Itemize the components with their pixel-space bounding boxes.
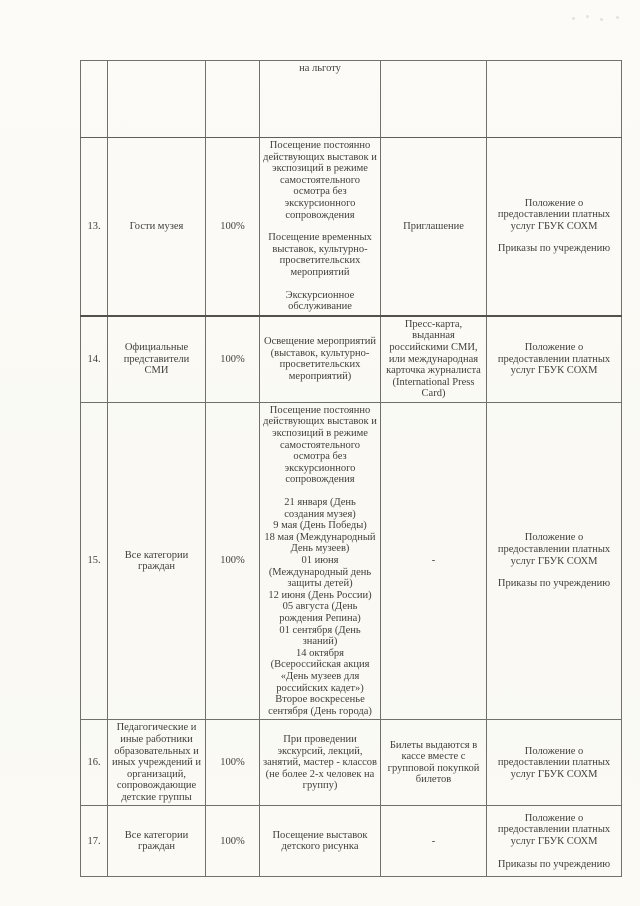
free-day-item: 05 августа (День рождения Репина) bbox=[279, 601, 361, 624]
cell-number: 17. bbox=[81, 806, 108, 877]
cell-basis: - bbox=[381, 402, 487, 719]
table-row-15 bbox=[81, 402, 622, 719]
free-day-item: Второе воскресенье сентября (День города) bbox=[268, 694, 372, 717]
cell-documents: Положение о предоставлении платных услуг ГБУК СОХМ Приказы по учреждению bbox=[487, 138, 622, 316]
cell-conditions bbox=[260, 61, 381, 138]
free-day-item: 01 сентября (День знаний) bbox=[279, 624, 361, 648]
faint-pencil-marks-icon bbox=[570, 14, 624, 22]
cell-discount: 100% bbox=[206, 138, 260, 316]
cell-basis: - bbox=[381, 806, 487, 877]
table-row-13 bbox=[81, 138, 622, 316]
cell-number: 16. bbox=[81, 720, 108, 806]
cell-documents: Положение о предоставлении платных услуг ГБУК СОХМ bbox=[487, 316, 622, 403]
free-day-item: 9 мая (День Победы) bbox=[273, 520, 367, 532]
cell-discount: 100% bbox=[206, 402, 260, 719]
cell-basis bbox=[381, 61, 487, 138]
cell-category: Все категории граждан bbox=[108, 806, 206, 877]
cell-number: 15. bbox=[81, 402, 108, 719]
table-row-14 bbox=[81, 316, 622, 403]
cell-category: Официальные представители СМИ bbox=[108, 316, 206, 403]
cell-category bbox=[108, 61, 206, 138]
free-day-item: 14 октября (Всероссийская акция «День музеев для российских кадет») bbox=[270, 647, 370, 694]
cell-number bbox=[81, 61, 108, 138]
benefits-table bbox=[80, 60, 622, 877]
cell-basis: Билеты выдаются в кассе вместе с групповой покупкой билетов bbox=[381, 720, 487, 806]
cell-documents: Положение о предоставлении платных услуг ГБУК СОХМ Приказы по учреждению bbox=[487, 806, 622, 877]
cell-category: Педагогические и иные работники образовательных и иных учреждений и организаций, сопровождающие детские группы bbox=[108, 720, 206, 806]
cell-documents bbox=[487, 61, 622, 138]
carryover-text: на льготу bbox=[299, 63, 341, 74]
cell-conditions: При проведении экскурсий, лекций, занятий, мастер - классов (не более 2-х человек на группу) bbox=[260, 720, 381, 806]
cell-basis: Пресс-карта, выданная российскими СМИ, или международная карточка журналиста (International Press Card) bbox=[381, 316, 487, 403]
cell-basis: Приглашение bbox=[381, 138, 487, 316]
free-day-item: 18 мая (Международный День музеев) bbox=[264, 531, 376, 555]
cell-documents: Положение о предоставлении платных услуг ГБУК СОХМ bbox=[487, 720, 622, 806]
table-row-16 bbox=[81, 720, 622, 806]
table-row-carryover bbox=[81, 61, 622, 138]
cell-conditions: Освещение мероприятий (выставок, культурно-просветительских мероприятий) bbox=[260, 316, 381, 403]
cell-conditions: Посещение постоянно действующих выставок и экспозиций в режиме самостоятельного осмотра без экскурсионного сопровождения Посещение временных выставок, культурно-просветительских мероприятий Экскурсионное обслуживание bbox=[260, 138, 381, 316]
cell-category: Все категории граждан bbox=[108, 402, 206, 719]
cell-number: 13. bbox=[81, 138, 108, 316]
free-day-item: 12 июня (День России) bbox=[268, 589, 372, 601]
cell-documents: Положение о предоставлении платных услуг ГБУК СОХМ Приказы по учреждению bbox=[487, 402, 622, 719]
cell-discount: 100% bbox=[206, 316, 260, 403]
cell-category: Гости музея bbox=[108, 138, 206, 316]
cell-discount: 100% bbox=[206, 806, 260, 877]
cell-conditions: Посещение выставок детского рисунка bbox=[260, 806, 381, 877]
table-row-17 bbox=[81, 806, 622, 877]
free-day-item: 21 января (День создания музея) bbox=[284, 497, 356, 520]
cell-number: 14. bbox=[81, 316, 108, 403]
cell-discount: 100% bbox=[206, 720, 260, 806]
cell-discount bbox=[206, 61, 260, 138]
cell-conditions: Посещение постоянно действующих выставок и экспозиций в режиме самостоятельного осмотра без экскурсионного сопровождения 21 января (День создания музея) 9 мая (День Победы) 18 мая (Международный День музеев) 01 июня (Международный день защиты детей) 12 июня (День России) 05 августа (День рождения Репина) 01 сентября (День знаний) 14 октября (Всероссийская акция «День музеев для российских кадет») Второе воскресенье сентября (День города) bbox=[260, 402, 381, 719]
free-day-item: 01 июня (Международный день защиты детей) bbox=[268, 555, 372, 590]
